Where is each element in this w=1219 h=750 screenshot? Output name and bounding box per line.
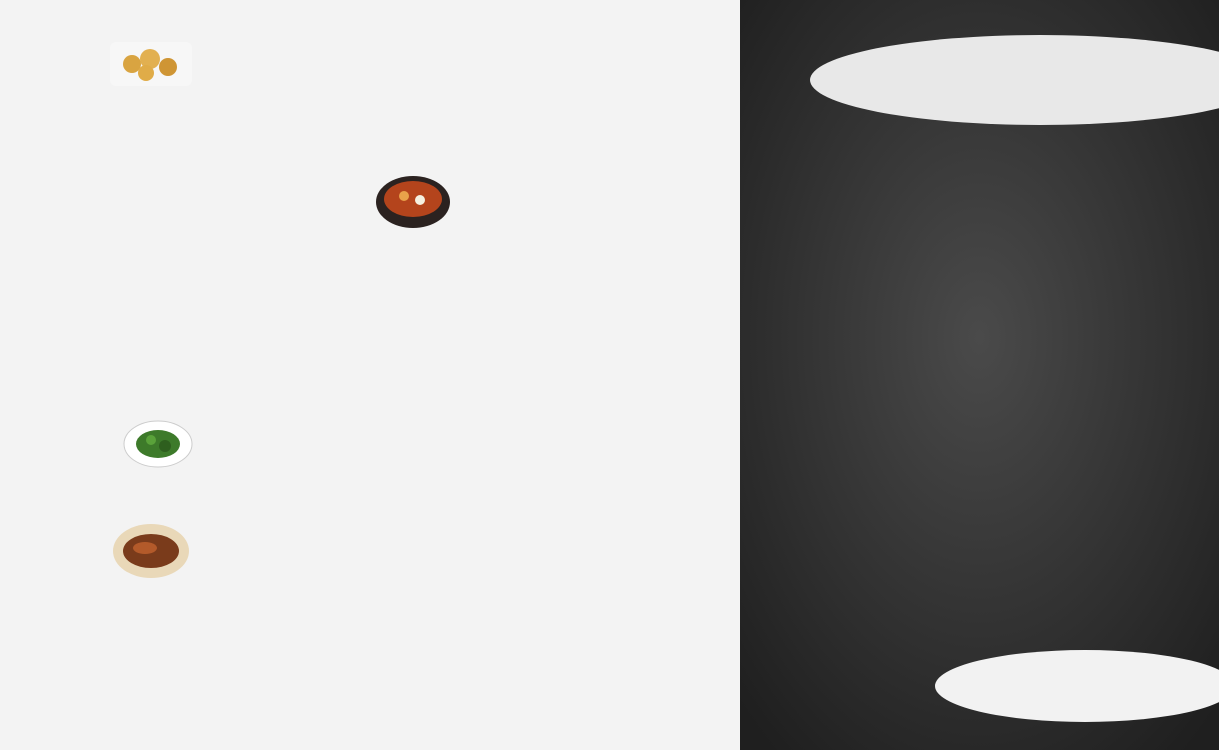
clay-pot-photo (374, 172, 452, 230)
nigiri-photo (498, 270, 728, 316)
salad-photo (123, 420, 193, 468)
teriyaki-photo (112, 523, 190, 579)
special-rolls-background (740, 0, 1219, 750)
menu-right-panel (740, 0, 1219, 750)
kaboom-shrimp-photo (110, 42, 192, 86)
